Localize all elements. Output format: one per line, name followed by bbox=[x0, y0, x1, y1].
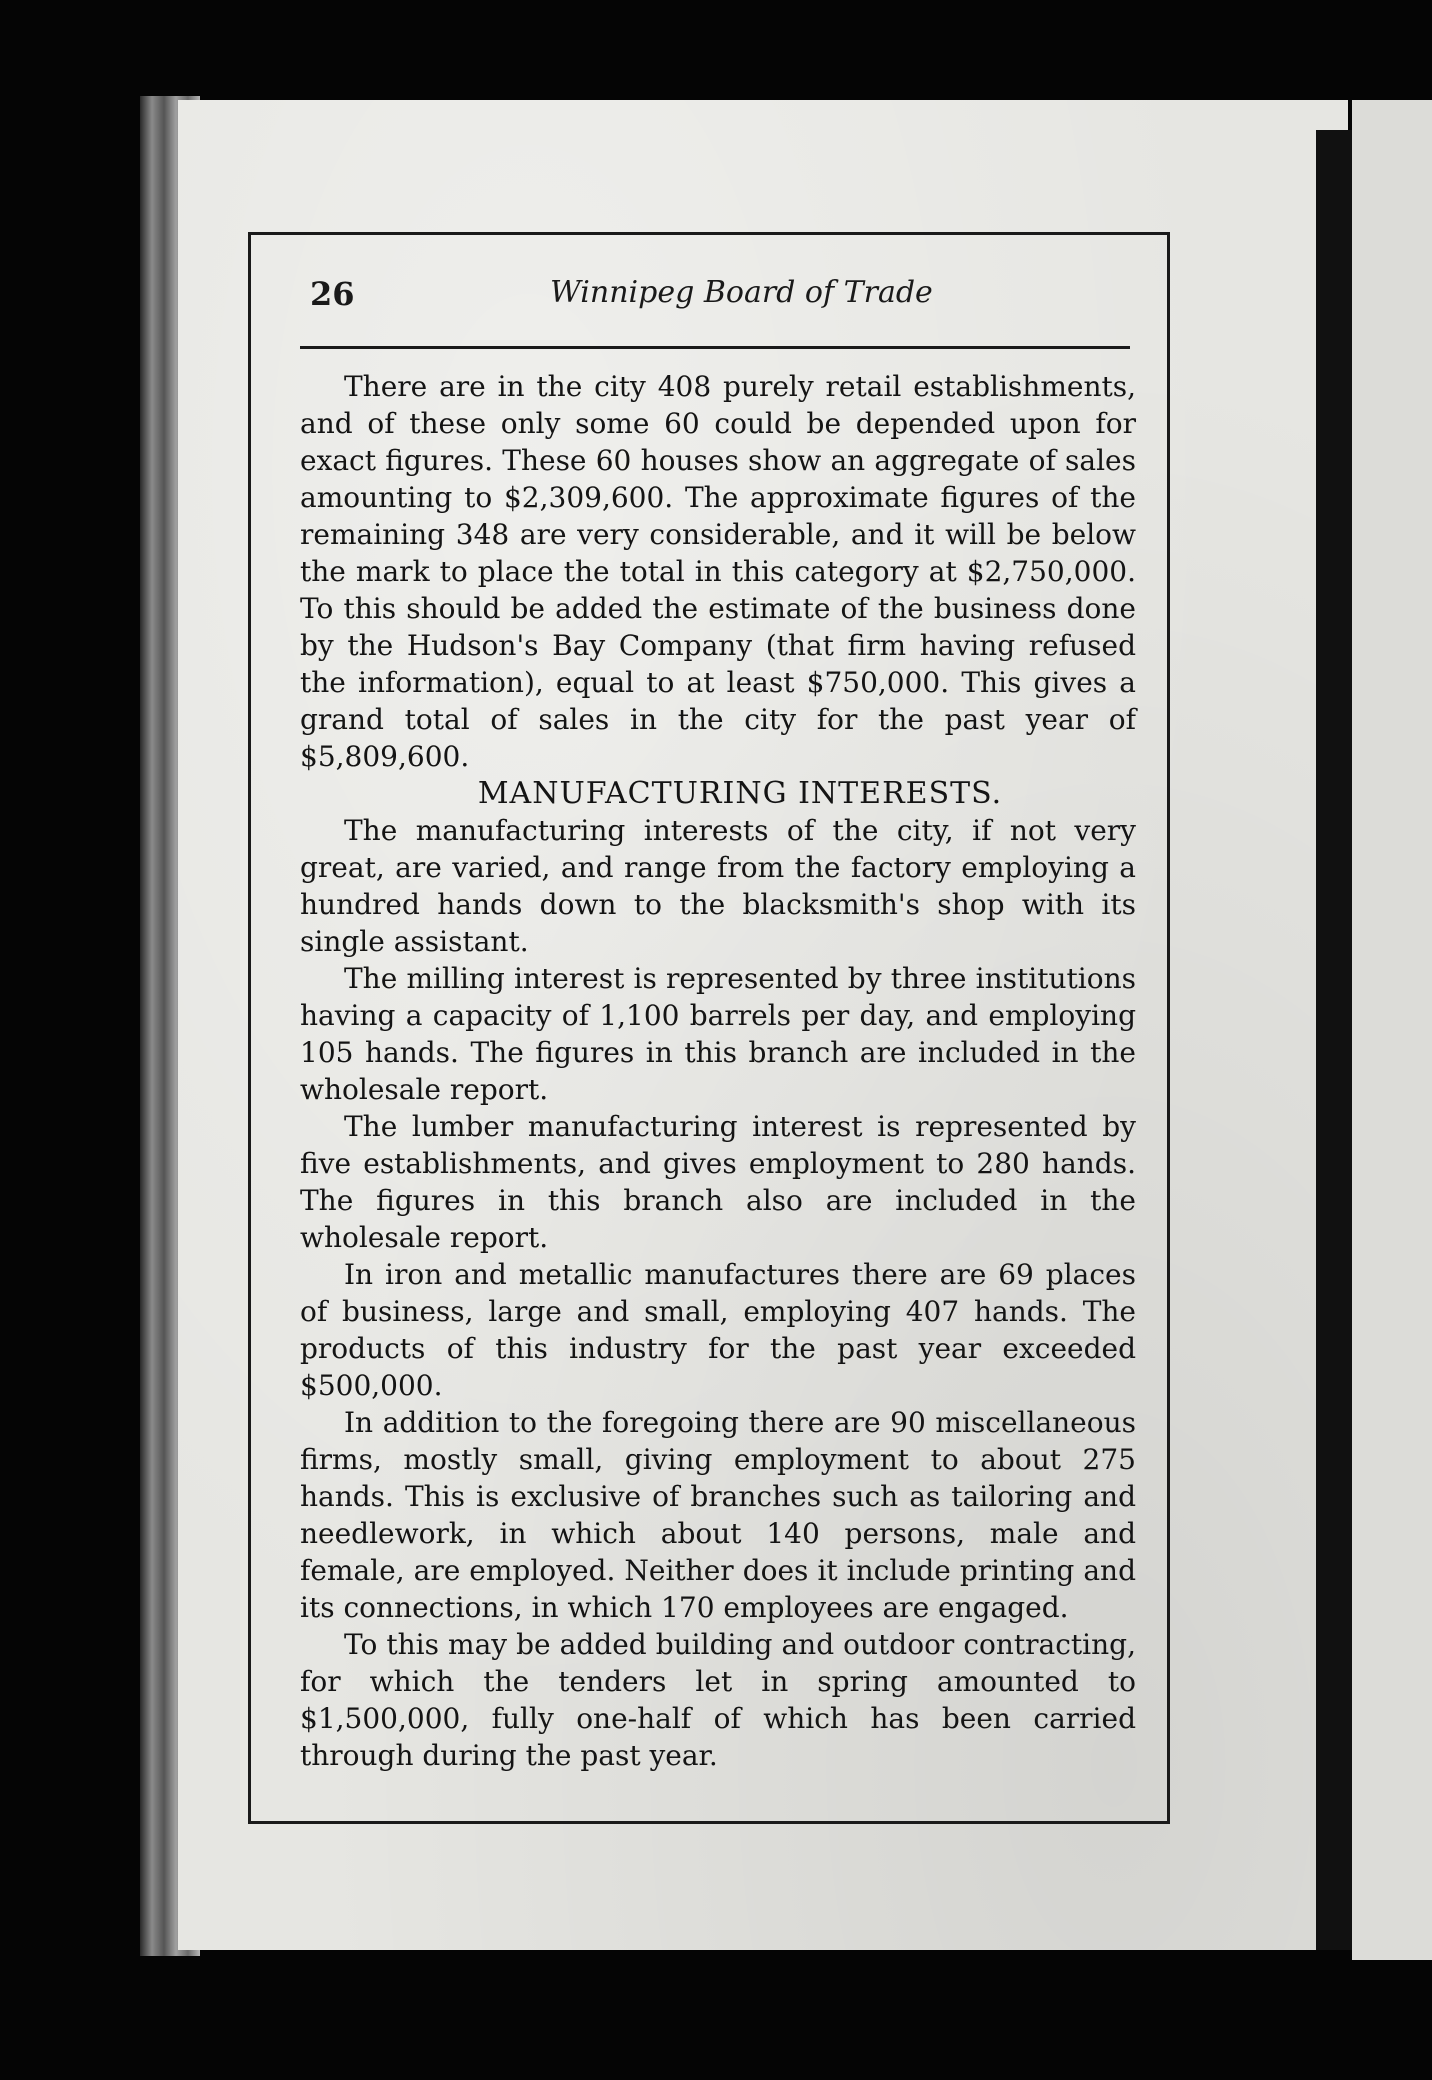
facing-page-edge bbox=[1352, 100, 1432, 1960]
page-body bbox=[300, 368, 1136, 1774]
paragraph-iron-metallic: In iron and metallic manufactures there are 69 places of business, large and small, employing 407 hands. The products of this industry for the past year exceeded $500,000. bbox=[300, 1258, 1136, 1402]
binding-shadow bbox=[1316, 130, 1352, 1950]
paragraph-building-contracting: To this may be added building and outdoor contracting, for which the tenders let in spring amounted to $1,500,000, fully one-half of which has been carried through during the past year. bbox=[300, 1628, 1136, 1772]
paragraph-lumber: The lumber manufacturing interest is represented by five establishments, and gives employment to 280 hands. The figures in this branch also are included in the wholesale report. bbox=[300, 1110, 1136, 1254]
paragraph-milling: The milling interest is represented by three institutions having a capacity of 1,100 barrels per day, and employing 105 hands. The figures in this branch are included in the wholesale report. bbox=[300, 962, 1136, 1106]
paragraph-miscellaneous: In addition to the foregoing there are 90 miscellaneous firms, mostly small, giving employment to about 275 hands. This is exclusive of branches such as tailoring and needlework, in which about 140 persons, male and female, are employed. Neither does it include printing and its connections, in which 170 employees are engaged. bbox=[300, 1406, 1136, 1624]
page-number: 26 bbox=[310, 275, 355, 313]
paragraph-retail-sales: There are in the city 408 purely retail establishments, and of these only some 60 could be depended upon for exact figures. These 60 houses show an aggregate of sales amounting to $2,309,600. The approximate figures of the remaining 348 are very considerable, and it will be below the mark to place the total in this category at $2,750,000. To this should be added the estimate of the business done by the Hudson's Bay Company (that firm having refused the information), equal to at least $750,000. This gives a grand total of sales in the city for the past year of $5,809,600. bbox=[300, 370, 1136, 773]
header-rule bbox=[300, 346, 1130, 349]
paragraph-manufacturing-overview: The manufacturing interests of the city, if not very great, are varied, and range from the factory employing a hundred hands down to the blacksmith's shop with its single assistant. bbox=[300, 814, 1136, 958]
page-header bbox=[310, 275, 1130, 325]
running-title: Winnipeg Board of Trade bbox=[550, 275, 933, 310]
section-heading: MANUFACTURING INTERESTS. bbox=[477, 776, 1003, 811]
